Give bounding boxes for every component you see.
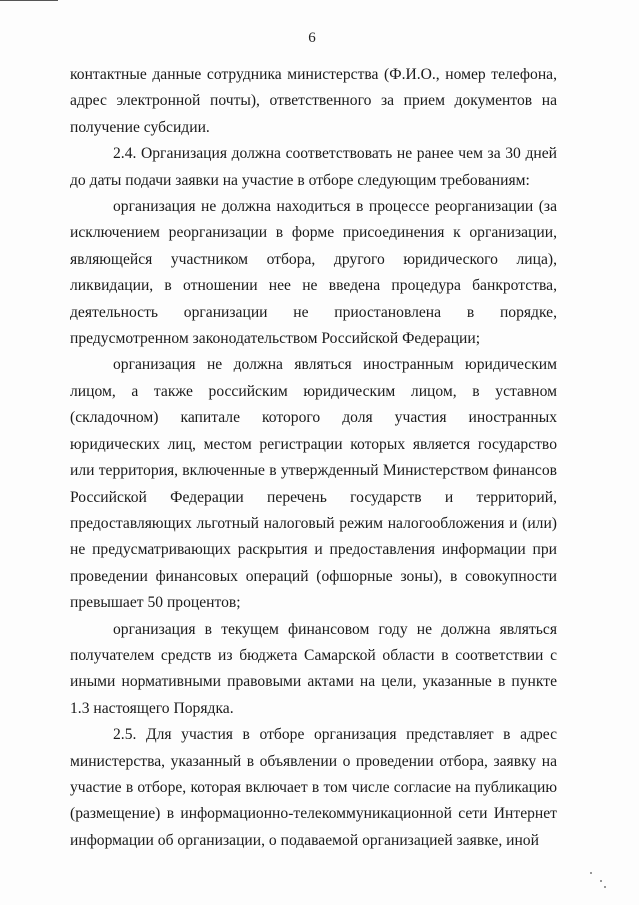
paragraph-2-5: 2.5. Для участия в отборе организация представляет в адрес министерства, указанный в объявлении о проведении отбора, заявку на участие в отборе, которая включает в том числе согласие на публикацию (размещение) в информационно-телекоммуникационной сети Интернет информации об организации, о подаваемой организацией заявке, иной	[70, 726, 557, 849]
page-number: 6	[308, 30, 316, 46]
scan-speck	[604, 886, 606, 888]
paragraph-budget-funds-requirement: организация в текущем финансовом году не должна являться получателем средств из бюджета Самарской области в соответствии с иными нормативными правовыми актами на цели, указанные в пункте 1.3 настоящего Порядка.	[70, 620, 557, 717]
scan-speck	[590, 872, 592, 874]
scan-edge-line	[0, 0, 58, 1]
paragraph-foreign-entity-requirement: организация не должна являться иностранным юридическим лицом, а также российским юридическим лицом, в уставном (складочном) капитале которого доля участия иностранных юридических лиц, местом регистрации которых является государство или территория, включенные в утвержденный Министерством финансов Российской Федерации перечень государств и территорий, предоставляющих льготный налоговый режим налогообложения и (или) не предусматривающих раскрытия и предоставления информации при проведении финансовых операций (офшорные зоны), в совокупности превышает 50 процентов;	[70, 356, 557, 612]
scan-speck	[600, 880, 602, 882]
paragraph-2-4: 2.4. Организация должна соответствовать не ранее чем за 30 дней до даты подачи заявки на участие в отборе следующим требованиям:	[70, 145, 557, 189]
paragraph-contact-details: контактные данные сотрудника министерства (Ф.И.О., номер телефона, адрес электронной почты), ответственного за прием документов на получение субсидии.	[70, 66, 557, 136]
paragraph-reorganization-requirement: организация не должна находиться в процессе реорганизации (за исключением реорганизации в форме присоединения к организации, являющейся участником отбора, другого юридического лица), ликвидации, в отношении нее не введена процедура банкротства, деятельность организации не приостановлена в порядке, предусмотренном законодательством Российской Федерации;	[70, 198, 557, 348]
document-body	[70, 62, 557, 854]
